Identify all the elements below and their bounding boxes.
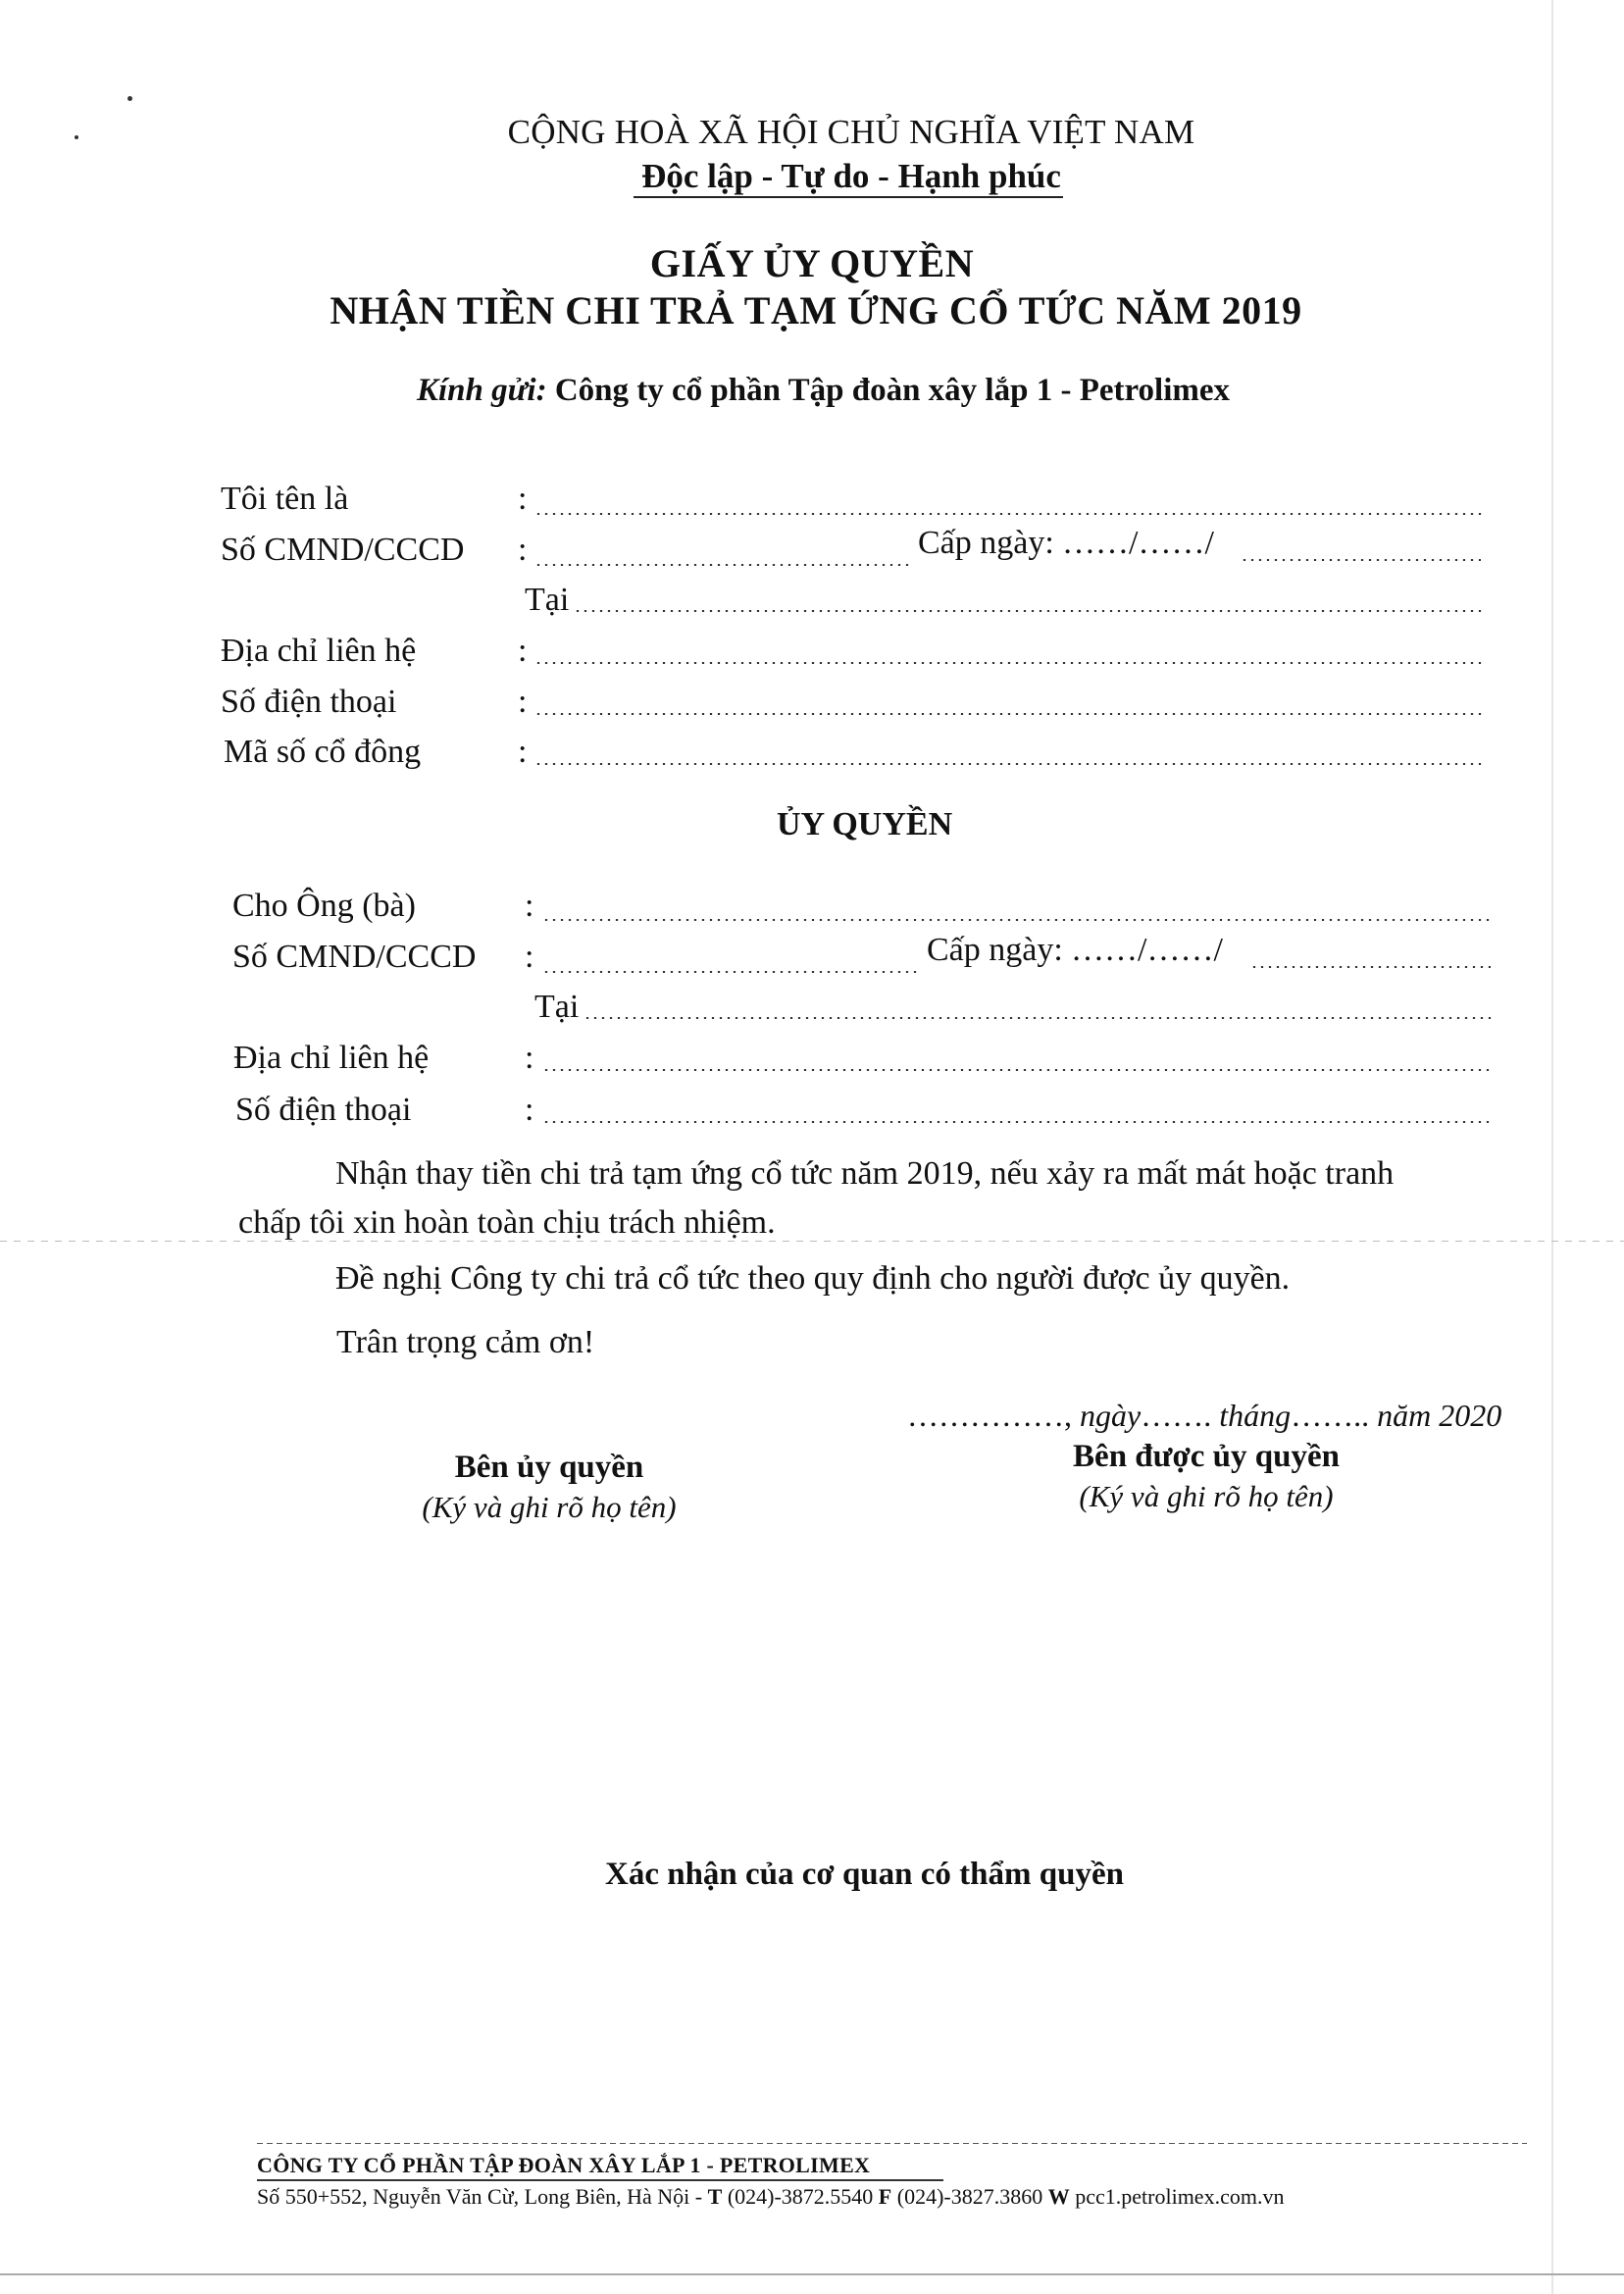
grantor-name-field[interactable] bbox=[534, 513, 1486, 515]
footer-company-underline bbox=[257, 2179, 943, 2181]
date-month-label: tháng bbox=[1219, 1398, 1292, 1433]
grantee-address-field[interactable] bbox=[542, 1069, 1494, 1071]
grantor-address-field[interactable] bbox=[534, 662, 1486, 664]
grantor-issue-place-field[interactable] bbox=[574, 610, 1486, 612]
grantor-name-label: Tôi tên là bbox=[221, 481, 349, 517]
grantor-phone-label: Số điện thoại bbox=[221, 684, 397, 720]
footer-fax: (024)-3827.3860 bbox=[896, 2184, 1043, 2209]
grantor-issue-year-field[interactable] bbox=[1241, 559, 1481, 561]
date-day-dots[interactable]: ……. bbox=[1141, 1398, 1212, 1433]
body-paragraph-1-line-1: Nhận thay tiền chi trả tạm ứng cổ tức năm 2019, nếu xảy ra mất mát hoặc tranh bbox=[335, 1155, 1395, 1192]
grantee-name-field[interactable] bbox=[542, 919, 1494, 921]
motto-underline bbox=[634, 196, 1063, 198]
footer-address: Số 550+552, Nguyễn Văn Cừ, Long Biên, Hà Nội - bbox=[257, 2184, 703, 2209]
grantee-issue-place-field[interactable] bbox=[584, 1017, 1494, 1019]
grantor-shareholder-code-label: Mã số cổ đông bbox=[224, 734, 422, 770]
authorize-heading: ỦY QUYỀN bbox=[777, 806, 953, 842]
date-year-label: năm 2020 bbox=[1377, 1398, 1502, 1433]
nation-heading: CỘNG HOÀ XÃ HỘI CHỦ NGHĨA VIỆT NAM bbox=[507, 113, 1195, 151]
grantor-signature-title: Bên ủy quyền bbox=[454, 1450, 644, 1485]
grantee-issue-date-label: Cấp ngày: bbox=[927, 932, 1063, 968]
field-separator: : bbox=[518, 633, 528, 669]
field-separator: : bbox=[518, 532, 528, 568]
field-separator: : bbox=[518, 481, 528, 517]
grantee-signature-note: (Ký và ghi rõ họ tên) bbox=[1079, 1479, 1334, 1513]
footer-fax-label: F bbox=[878, 2184, 892, 2209]
body-paragraph-1-line-2: chấp tôi xin hoàn toàn chịu trách nhiệm. bbox=[238, 1204, 776, 1241]
grantee-id-label: Số CMND/CCCD bbox=[232, 939, 477, 975]
grantee-address-label: Địa chỉ liên hệ bbox=[233, 1040, 430, 1076]
footer-tel-label: T bbox=[707, 2184, 723, 2209]
footer-web-label: W bbox=[1047, 2184, 1070, 2209]
grantor-issue-place-label: Tại bbox=[525, 582, 570, 618]
field-separator: : bbox=[518, 684, 528, 720]
grantor-address-label: Địa chỉ liên hệ bbox=[221, 633, 417, 669]
grantor-id-field[interactable] bbox=[534, 564, 912, 566]
field-separator: : bbox=[525, 1040, 534, 1076]
field-separator: : bbox=[525, 939, 534, 975]
grantee-phone-label: Số điện thoại bbox=[235, 1092, 412, 1128]
footer-tel: (024)-3872.5540 bbox=[727, 2184, 874, 2209]
footer-contact-line bbox=[257, 2184, 1284, 2210]
grantee-issue-year-field[interactable] bbox=[1250, 966, 1491, 968]
grantee-issue-place-label: Tại bbox=[534, 989, 580, 1025]
grantor-signature-block bbox=[373, 1450, 726, 1525]
grantor-phone-field[interactable] bbox=[534, 713, 1486, 715]
grantor-id-label: Số CMND/CCCD bbox=[221, 532, 465, 568]
grantee-signature-title: Bên được ủy quyền bbox=[1073, 1439, 1340, 1474]
field-separator: : bbox=[518, 734, 528, 770]
grantor-issue-date-field[interactable]: ……/……/ bbox=[1062, 525, 1214, 561]
footer-company-name: CÔNG TY CỔ PHẦN TẬP ĐOÀN XÂY LẮP 1 - PETROLIMEX bbox=[257, 2153, 871, 2177]
grantee-issue-date-field[interactable]: ……/……/ bbox=[1071, 932, 1223, 968]
closing-line: Trân trọng cảm ơn! bbox=[336, 1324, 595, 1360]
recipient-line bbox=[417, 373, 1230, 409]
grantor-signature-note: (Ký và ghi rõ họ tên) bbox=[422, 1490, 677, 1524]
body-paragraph-2: Đề nghị Công ty chi trả cổ tức theo quy định cho người được ủy quyền. bbox=[335, 1260, 1291, 1297]
date-place-dots[interactable]: ……………, bbox=[907, 1398, 1072, 1433]
motto: Độc lập - Tự do - Hạnh phúc bbox=[641, 157, 1061, 195]
document-subtitle: NHẬN TIỀN CHI TRẢ TẠM ỨNG CỔ TỨC NĂM 2019 bbox=[330, 288, 1302, 332]
document-title: GIẤY ỦY QUYỀN bbox=[649, 241, 975, 285]
date-day-label: ngày bbox=[1080, 1398, 1142, 1433]
date-line bbox=[907, 1398, 1501, 1434]
field-separator: : bbox=[525, 888, 534, 924]
grantee-signature-block bbox=[1020, 1439, 1393, 1514]
recipient-prefix: Kính gửi: bbox=[417, 373, 547, 408]
page-bottom-edge bbox=[0, 2273, 1624, 2275]
footer-website: pcc1.petrolimex.com.vn bbox=[1075, 2184, 1285, 2209]
grantor-issue-date-label: Cấp ngày: bbox=[918, 525, 1054, 561]
footer-divider bbox=[257, 2143, 1527, 2144]
field-separator: : bbox=[525, 1092, 534, 1128]
scan-edge-right bbox=[1551, 0, 1553, 2294]
grantee-phone-field[interactable] bbox=[542, 1121, 1494, 1123]
grantor-shareholder-code-field[interactable] bbox=[534, 763, 1486, 765]
date-month-dots[interactable]: …….. bbox=[1291, 1398, 1370, 1433]
grantee-id-field[interactable] bbox=[542, 971, 920, 973]
recipient-company: Công ty cổ phần Tập đoàn xây lắp 1 - Petrolimex bbox=[554, 373, 1231, 408]
grantee-name-label: Cho Ông (bà) bbox=[232, 888, 416, 924]
scan-speck bbox=[127, 96, 132, 101]
authority-confirmation-heading: Xác nhận của cơ quan có thẩm quyền bbox=[605, 1857, 1124, 1892]
